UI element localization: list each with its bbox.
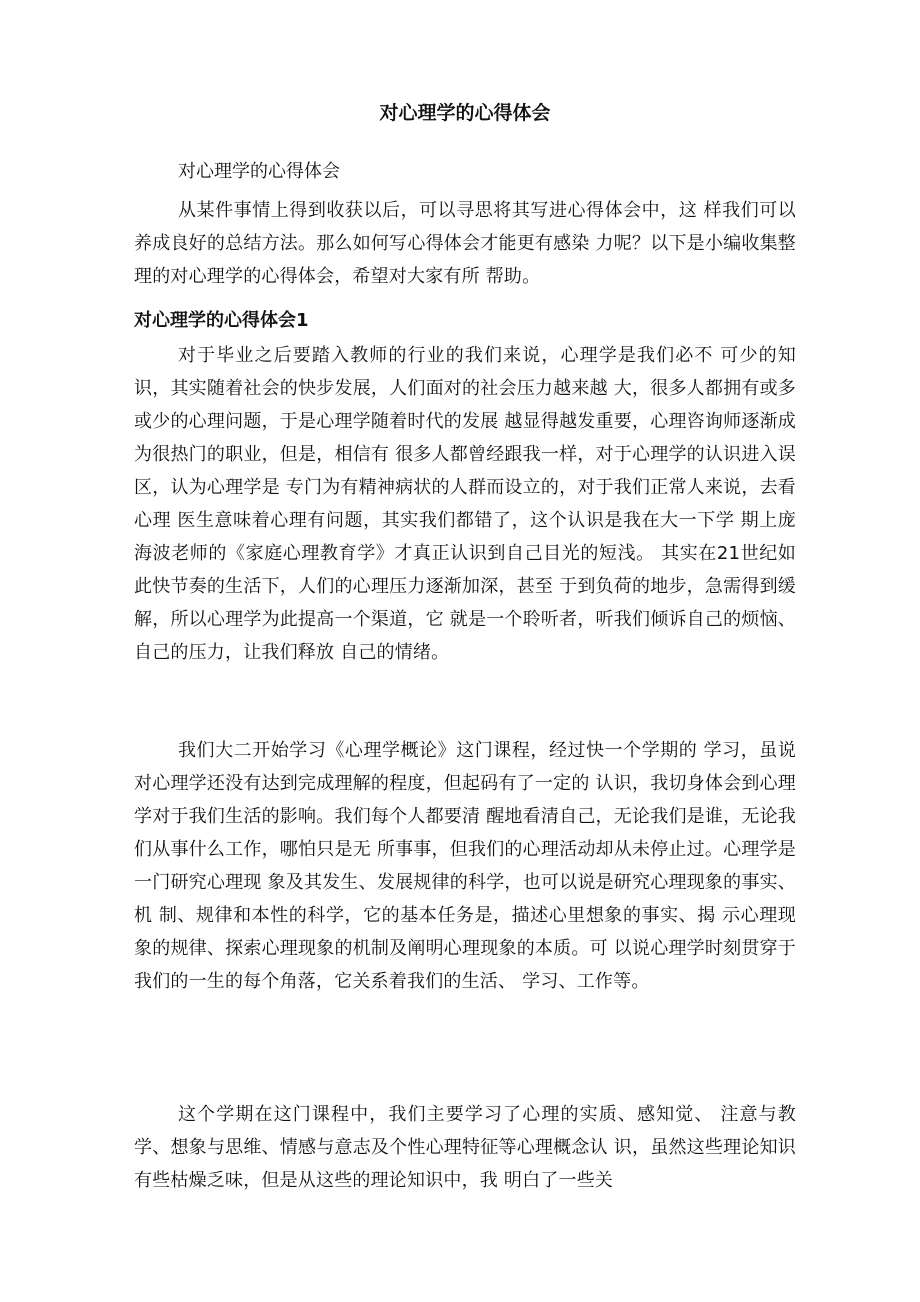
body-paragraph-1: 对于毕业之后要踏入教师的行业的我们来说，心理学是我们必不 可少的知识，其实随着社会的快步发展，人们面对的社会压力越来越 大，很多人都拥有或多或少的心理问题，于是心理学随着时代的发展 越显得越发重要，心理咨询师逐渐成为很热门的职业，但是，相信有 很多人都曾经跟我一样，对于心理学的认识进入误区，认为心理学是 专门为有精神病状的人群而设立的，对于我们正常人来说，去看心理 医生意味着心理有问题，其实我们都错了，这个认识是我在大一下学 期上庞海波老师的《家庭心理教育学》才真正认识到自己目光的短浅。 其实在21世纪如此快节奏的生活下，人们的心理压力逐渐加深，甚至 于到负荷的地步，急需得到缓解，所以心理学为此提高一个渠道，它 就是一个聆听者，听我们倾诉自己的烦恼、自己的压力，让我们释放 自己的情绪。 <box>134 345 796 663</box>
body-paragraph-3: 这个学期在这门课程中，我们主要学习了心理的实质、感知觉、 注意与教学、想象与思维、情感与意志及个性心理特征等心理概念认 识，虽然这些理论知识有些枯燥乏味，但是从这些的理论知识中，我 明白了一些关 <box>134 1104 796 1191</box>
intro-paragraph: 从某件事情上得到收获以后，可以寻思将其写进心得体会中，这 样我们可以养成良好的总结方法。那么如何写心得体会才能更有感染 力呢？以下是小编收集整理的对心理学的心得体会，希望对大家有所 帮助。 <box>134 200 796 287</box>
body-paragraph-2: 我们大二开始学习《心理学概论》这门课程，经过快一个学期的 学习，虽说对心理学还没有达到完成理解的程度，但起码有了一定的 认识，我切身体会到心理学对于我们生活的影响。我们每个人都要清 醒地看清自己，无论我们是谁，无论我们从事什么工作，哪怕只是无 所事事，但我们的心理活动却从未停止过。心理学是一门研究心理现 象及其发生、发展规律的科学，也可以说是研究心理现象的事实、机 制、规律和本性的科学，它的基本任务是，描述心里想象的事实、揭 示心理现象的规律、探索心理现象的机制及阐明心理现象的本质。可 以说心理学时刻贯穿于我们的一生的每个角落，它关系着我们的生活、 学习、工作等。 <box>134 740 796 992</box>
document-subtitle: 对心理学的心得体会 <box>178 161 340 182</box>
section-heading: 对心理学的心得体会1 <box>134 310 309 331</box>
document-title: 对心理学的心得体会 <box>379 102 551 124</box>
